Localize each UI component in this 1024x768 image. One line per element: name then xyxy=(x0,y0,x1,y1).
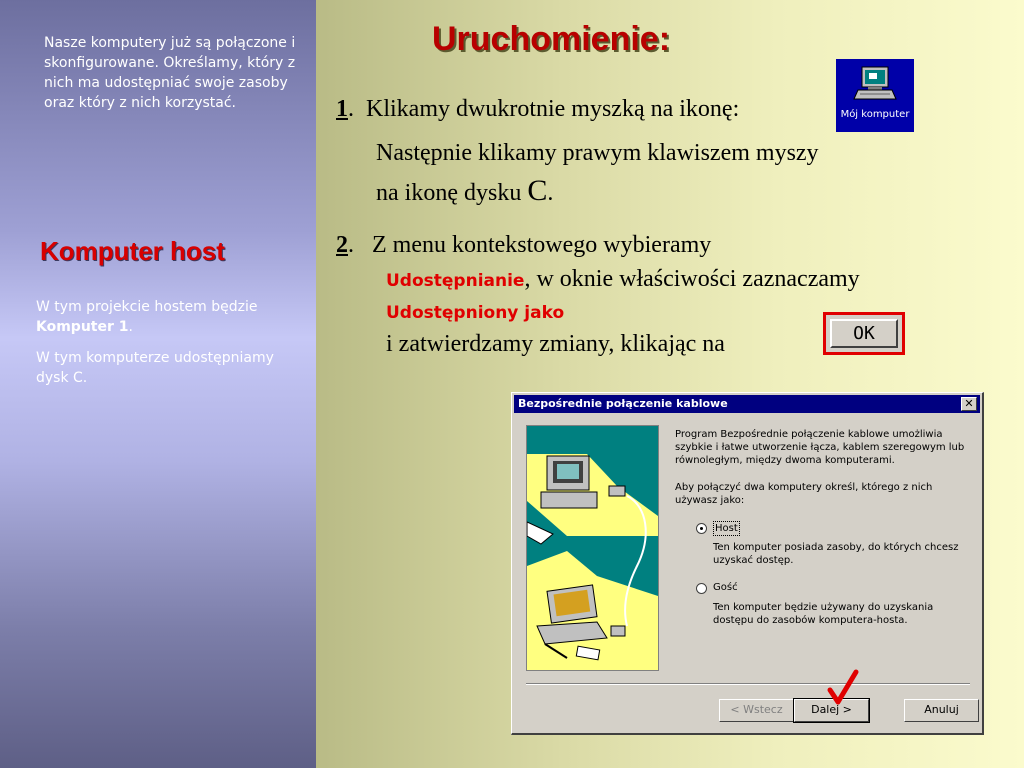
dialog-question: Aby połączyć dwa komputery określ, którego z nich używasz jako: xyxy=(675,482,933,506)
guest-option-description: Ten komputer będzie używany do uzyskania dostępu do zasobów komputera-hosta. xyxy=(713,602,934,626)
back-button[interactable]: < Wstecz xyxy=(719,699,794,722)
my-computer-label: Mój komputer xyxy=(840,109,910,120)
host-paragraph-suffix: . xyxy=(128,319,133,335)
step2-mid-text: , w oknie właściwości zaznaczamy xyxy=(524,266,860,292)
step2-dot: . xyxy=(348,232,354,258)
step1-line3 xyxy=(376,174,553,208)
guest-radio[interactable] xyxy=(696,583,707,594)
shared-as-option: Udostępniony jako xyxy=(386,303,565,323)
host-paragraph xyxy=(36,297,296,337)
checkmark-icon xyxy=(826,668,860,708)
step1-line1 xyxy=(336,96,739,123)
host-paragraph-prefix: W tym projekcie hostem będzie xyxy=(36,299,258,315)
sharing-tab-name: Udostępnianie xyxy=(386,271,525,291)
ok-highlight xyxy=(823,312,905,355)
dialog-title: Bezpośrednie połączenie kablowe xyxy=(518,397,728,410)
step1-line3-suffix: . xyxy=(547,180,554,206)
wizard-illustration-icon xyxy=(527,426,658,670)
dialog-description: Program Bezpośrednie połączenie kablowe umożliwia szybkie i łatwe utworzenie łącza, kablem szeregowym lub równoległym, między dwoma komputerami. xyxy=(675,429,965,466)
ok-button[interactable]: OK xyxy=(830,319,898,348)
step1-dot: . xyxy=(348,96,354,122)
dialog-titlebar[interactable] xyxy=(514,395,980,413)
close-button[interactable]: ✕ xyxy=(961,397,977,411)
step2-line4: i zatwierdzamy zmiany, klikając na xyxy=(386,331,725,357)
step1-line2: Następnie klikamy prawym klawiszem myszy xyxy=(376,140,819,166)
step1-text: Klikamy dwukrotnie myszką na ikonę: xyxy=(366,96,740,122)
cancel-button[interactable]: Anuluj xyxy=(904,699,979,722)
direct-cable-connection-dialog xyxy=(511,392,984,735)
intro-text: Nasze komputery już są połączone i skonfigurowane. Określamy, który z nich ma udostępniać swoje zasoby oraz który z nich korzystać. xyxy=(44,35,296,111)
guest-radio-label[interactable]: Gość xyxy=(713,582,738,593)
step1-number: 1 xyxy=(336,96,348,122)
host-radio[interactable] xyxy=(696,523,707,534)
computer-icon xyxy=(836,59,914,109)
step2-number: 2 xyxy=(336,232,348,258)
drive-letter: C xyxy=(527,174,548,207)
my-computer-icon[interactable] xyxy=(836,59,914,132)
sidebar xyxy=(0,0,316,768)
step2-text: Z menu kontekstowego wybieramy xyxy=(372,232,712,258)
shared-drive-paragraph: W tym komputerze udostępniamy dysk C. xyxy=(36,350,274,386)
dialog-separator xyxy=(526,683,970,685)
host-computer-name: Komputer 1 xyxy=(36,319,129,335)
section-title: Komputer host xyxy=(40,236,225,266)
step2-line2 xyxy=(386,266,860,293)
host-radio-label[interactable]: Host xyxy=(715,523,738,534)
wizard-illustration xyxy=(526,425,659,671)
step1-line3-prefix: na ikonę dysku xyxy=(376,180,528,206)
next-button[interactable]: Dalej > xyxy=(794,699,869,722)
step2-line1 xyxy=(336,232,711,259)
page-title: Uruchomienie: xyxy=(432,20,671,58)
host-option-description: Ten komputer posiada zasoby, do których chcesz uzyskać dostęp. xyxy=(713,542,959,566)
